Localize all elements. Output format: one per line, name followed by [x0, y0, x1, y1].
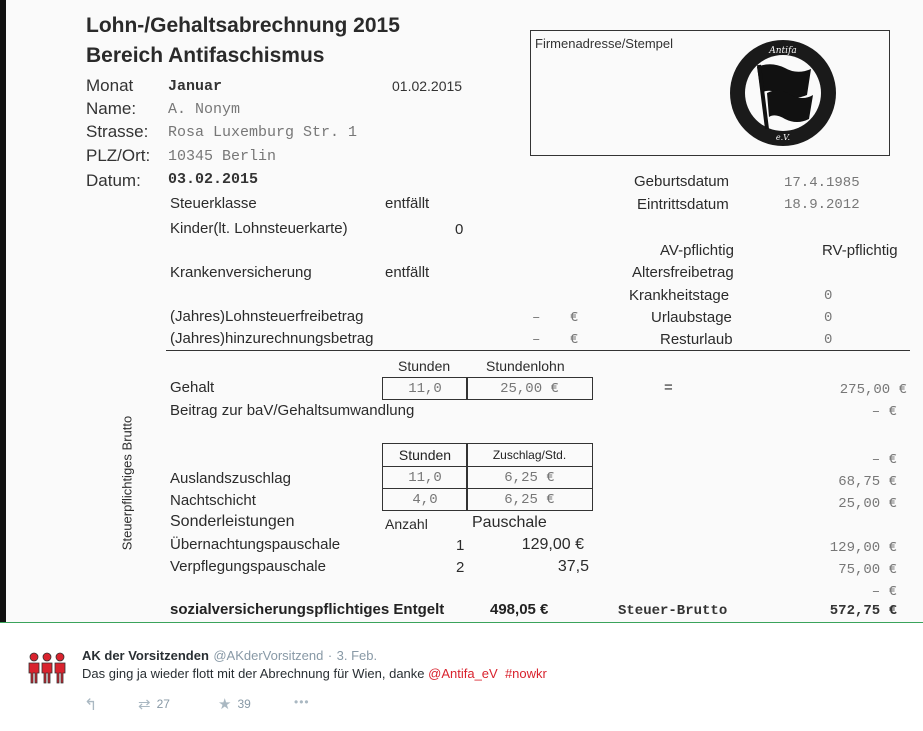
freibetrag-dash: – — [532, 310, 541, 326]
favorite-button[interactable] — [218, 695, 251, 713]
kv-label: Krankenversicherung — [170, 264, 312, 281]
stamp-label: Firmenadresse/Stempel — [535, 36, 673, 51]
zuschlag-row-total: 68,75 € — [838, 474, 897, 490]
avatar[interactable] — [26, 649, 68, 685]
hinzu-dash: – — [532, 332, 541, 348]
tweet-date[interactable]: 3. Feb. — [336, 648, 378, 663]
datum-label: Datum: — [86, 171, 141, 190]
tweet-author-handle[interactable]: @AKderVorsitzend — [213, 648, 324, 663]
zuschlag-col-zuschlag: Zuschlag/Std. — [466, 443, 593, 467]
zuschlag-row-label: Auslandszuschlag — [170, 470, 291, 487]
krank-value: 0 — [824, 288, 833, 304]
sonder-row-total: 129,00 € — [829, 540, 897, 556]
tweet-text — [82, 666, 547, 681]
side-label: Steuerpflichtiges Brutto — [119, 415, 135, 551]
more-button[interactable] — [294, 695, 310, 709]
sonder-row-pauschale: 37,5 — [557, 558, 589, 575]
kv-value: entfällt — [385, 264, 430, 281]
eintritt-value: 18.9.2012 — [784, 197, 860, 213]
zuschlag-row-stunden: 11,0 — [382, 466, 468, 489]
tweet-mention-link[interactable]: @Antifa_eV — [428, 666, 498, 681]
sv-entgelt-value: 498,05 € — [490, 601, 549, 618]
steuerklasse-label: Steuerklasse — [170, 195, 257, 212]
star-icon: ★ — [218, 696, 232, 713]
tweet-text-body: Das ging ja wieder flott mit der Abrechnung für Wien, danke — [82, 666, 429, 681]
sonder-row-label: Übernachtungspauschale — [170, 536, 341, 553]
zuschlag-row-stunden: 4,0 — [382, 488, 468, 511]
zuschlag-row-total: 25,00 € — [838, 496, 897, 512]
freibetrag-label: (Jahres)Lohnsteuerfreibetrag — [170, 308, 364, 325]
section-divider — [166, 350, 910, 351]
steuerklasse-value: entfällt — [385, 195, 430, 212]
zuschlag-col-stunden: Stunden — [382, 443, 468, 467]
sonder-label: Sonderleistungen — [170, 513, 295, 530]
monat-date: 01.02.2015 — [392, 78, 463, 94]
sonder-row-total: 75,00 € — [838, 562, 897, 578]
reply-icon: ↰ — [84, 697, 98, 714]
gehalt-label: Gehalt — [170, 379, 215, 396]
eintritt-label: Eintrittsdatum — [637, 196, 729, 213]
name-value: A. Nonym — [168, 101, 241, 118]
sonder-blank-total: – € — [871, 584, 897, 600]
zuschlag-row-zuschlag: 6,25 € — [466, 488, 593, 511]
steuer-brutto-label: Steuer-Brutto — [618, 603, 728, 619]
tweet-author-name[interactable]: AK der Vorsitzenden — [82, 648, 209, 663]
favorite-count: 39 — [237, 697, 251, 711]
document-title: Lohn-/Gehaltsabrechnung 2015 — [86, 14, 400, 37]
sonder-row-pauschale: 129,00 € — [521, 536, 584, 553]
zuschlag-row-label: Nachtschicht — [170, 492, 256, 509]
monat-value: Januar — [168, 78, 223, 95]
bav-label: Beitrag zur baV/Gehaltsumwandlung — [170, 402, 415, 419]
hinzu-currency: € — [570, 332, 579, 348]
zuschlag-blank-total: – € — [871, 452, 897, 468]
plz-label: PLZ/Ort: — [86, 146, 151, 165]
rest-value: 0 — [824, 332, 833, 348]
reply-button[interactable] — [84, 695, 97, 715]
avatar-figures-icon — [26, 649, 68, 685]
av-label: AV-pflichtig — [660, 242, 734, 259]
steuer-brutto-value: 572,75 € — [829, 603, 897, 619]
urlaub-label: Urlaubstage — [651, 309, 732, 326]
tweet-hashtag-link[interactable]: #nowkr — [504, 666, 547, 681]
datum-value: 03.02.2015 — [168, 171, 259, 188]
kinder-value: 0 — [455, 221, 464, 238]
document-subtitle: Bereich Antifaschismus — [86, 44, 325, 67]
sonder-col-pauschale: Pauschale — [472, 514, 547, 531]
name-label: Name: — [86, 99, 137, 118]
geburtsdatum-value: 17.4.1985 — [784, 175, 860, 191]
gehalt-lohn-cell: 25,00 € — [466, 377, 593, 400]
svg-text:e.V.: e.V. — [775, 133, 791, 142]
gehalt-col-lohn: Stundenlohn — [486, 358, 565, 374]
zuschlag-row-zuschlag: 6,25 € — [466, 466, 593, 489]
kinder-label: Kinder(lt. Lohnsteuerkarte) — [170, 220, 348, 237]
svg-text:Antifa: Antifa — [769, 46, 797, 56]
document-edge — [0, 0, 6, 622]
krank-label: Krankheitstage — [629, 287, 730, 304]
hinzu-label: (Jahres)hinzurechnungsbetrag — [170, 330, 374, 347]
retweet-icon: ⇄ — [138, 696, 151, 713]
geburtsdatum-label: Geburtsdatum — [634, 173, 730, 190]
retweet-button[interactable] — [138, 695, 170, 713]
stamp-box — [530, 30, 890, 156]
more-icon: ••• — [294, 695, 310, 709]
rv-label: RV-pflichtig — [822, 242, 898, 259]
sv-entgelt-label: sozialversicherungspflichtiges Entgelt — [170, 601, 445, 618]
sonder-row-anzahl: 1 — [456, 537, 465, 554]
gehalt-equals: = — [664, 379, 673, 396]
tweet-separator: · — [327, 648, 333, 663]
freibetrag-currency: € — [570, 310, 579, 326]
gehalt-stunden-cell: 11,0 — [382, 377, 468, 400]
sonder-row-anzahl: 2 — [456, 559, 465, 576]
retweet-count: 27 — [156, 697, 170, 711]
plz-value: 10345 Berlin — [168, 148, 277, 165]
monat-label: Monat — [86, 76, 134, 95]
strasse-label: Strasse: — [86, 122, 149, 141]
gehalt-col-stunden: Stunden — [398, 358, 451, 374]
urlaub-value: 0 — [824, 310, 833, 326]
bav-value: – € — [871, 404, 897, 420]
tweet — [0, 622, 923, 731]
antifa-logo — [727, 37, 839, 149]
sonder-col-anzahl: Anzahl — [385, 516, 428, 532]
sonder-row-label: Verpflegungspauschale — [170, 558, 326, 575]
gehalt-total: 275,00 € — [839, 382, 907, 398]
alters-label: Altersfreibetrag — [632, 264, 734, 281]
rest-label: Resturlaub — [660, 331, 733, 348]
strasse-value: Rosa Luxemburg Str. 1 — [168, 124, 358, 141]
